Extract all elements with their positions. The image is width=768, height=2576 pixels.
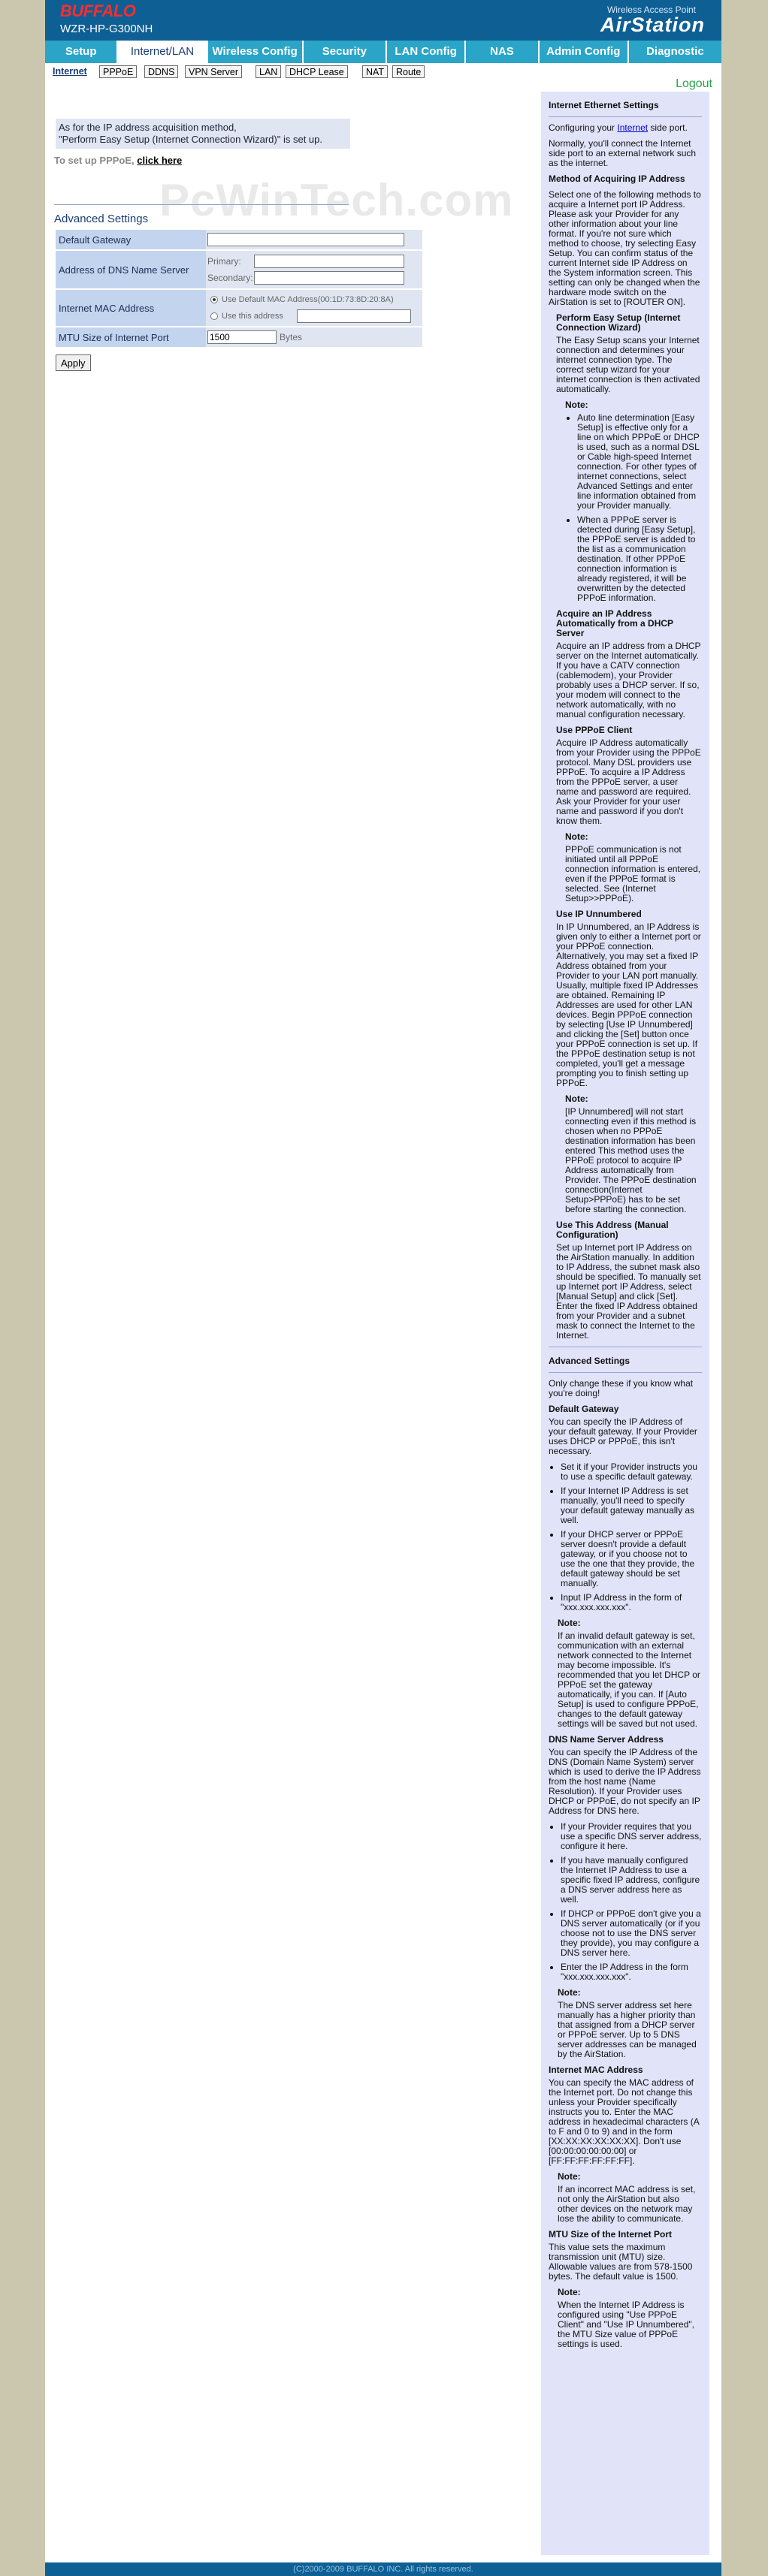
tab-security[interactable]: Security (304, 41, 387, 63)
mtu-line (207, 329, 421, 345)
help-note-label: Note: (565, 831, 588, 842)
mac-custom-input[interactable] (297, 309, 411, 323)
pppoe-setup-prefix: To set up PPPoE, (54, 155, 135, 166)
help-dns-list (549, 1822, 702, 1982)
tab-nas[interactable]: NAS (466, 41, 539, 63)
help-manual-title: Use This Address (Manual Configuration) (556, 1220, 669, 1240)
mtu-cell (206, 327, 422, 347)
mtu-label: MTU Size of Internet Port (56, 327, 206, 347)
help-adv-text: Only change these if you know what you're doing! (549, 1378, 694, 1398)
help-note-label: Note: (565, 400, 588, 410)
help-dns-title: DNS Name Server Address (549, 1734, 664, 1745)
tab-diagnostic[interactable]: Diagnostic (629, 41, 721, 63)
help-method-text: Select one of the following methods to acquire a Internet port IP Address. Please ask your Provider for any other information about your line format. If you're not sure which method to choose, try selecting Easy Setup. You can confirm status of the current Internet side IP Address on the System information screen. This setting can only be changed when the hardware mode switch on the AirStation is set to [ROUTER ON]. (549, 189, 701, 307)
tab-admin-config[interactable]: Admin Config (540, 41, 629, 63)
help-intro-text: Configuring your (549, 122, 618, 133)
row-dns (56, 251, 422, 288)
tab-lan-config[interactable]: LAN Config (387, 41, 466, 63)
help-title: Internet Ethernet Settings (549, 100, 659, 110)
help-gw-list (549, 1462, 702, 1612)
help-dhcp-title: Acquire an IP Address Automatically from a DHCP Server (556, 608, 673, 638)
help-intro-text-end: side port. (648, 122, 688, 133)
dns-secondary-label: Secondary: (207, 273, 253, 283)
brand-subtitle: Wireless Access Point (606, 5, 696, 15)
setup-notice (56, 119, 350, 149)
airstation-logo: AirStation (600, 14, 705, 36)
tab-setup[interactable]: Setup (45, 41, 118, 63)
help-gw-item: • If your DHCP server or PPPoE server doesn't provide a default gateway, or if you choose not to use the one that they provide, the default gateway should be set manually. (561, 1530, 702, 1588)
help-dns-note (558, 1988, 702, 2059)
help-gw-item: • If your Internet IP Address is set manually, you'll need to specify your default gateway manually as well. (561, 1486, 702, 1525)
notice-line-1: As for the IP address acquisition method, (59, 122, 237, 133)
help-unnum-note-text: [IP Unnumbered] will not start connecting even if this method is chosen when no PPPoE destination information has been entered This method uses the PPPoE protocol to acquire IP Address automatically from Provider. The PPPoE destination connection(Internet Setup>PPPoE) has to be set before starting the connection. (565, 1106, 697, 1214)
help-mtu-title: MTU Size of the Internet Port (549, 2229, 673, 2240)
help-normal-text: Normally, you'll connect the Internet side port to an external network such as the internet. (549, 138, 697, 168)
help-dns-item: • If your Provider requires that you use a specific DNS server address, configure it here. (561, 1822, 702, 1851)
help-unnum-text: In IP Unnumbered, an IP Address is given only to either a Internet port or your PPPoE connection. Alternatively, you may set a fixed IP Address obtained from your Provider to your LAN port manually. Usually, multiple fixed IP Addresses are obtained. Remaining IP Addresses are used for other LAN devices. Begin PPPoE connection by selecting [Use IP Unnumbered] and clicking the [Set] button once your PPPoE connection is set up. If the PPPoE destination setup is not completed, you'll get a message prompting you to finish setting up PPPoE. (556, 922, 701, 1088)
help-method-title: Method of Acquiring IP Address (549, 173, 685, 184)
help-easy-note-item: • When a PPPoE server is detected during [Easy Setup], the PPPoE server is added to the list as a communication destination. If other PPPoE connection information is already registered, it will be overwritten by the detected PPPoE information. (577, 515, 702, 603)
help-easy-note (565, 400, 702, 603)
dns-cell (206, 251, 422, 288)
dns-primary-input[interactable] (254, 255, 404, 268)
help-dhcp-text: Acquire an IP address from a DHCP server on the Internet automatically. If you have a CATV connection (cablemodem), your Provider probably uses a DHCP server. If so, your modem will connect to the network automatically, with no manual configuration necessary. (556, 641, 701, 719)
help-gw-note-text: If an invalid default gateway is set, communication with an external network connected to the Internet may become impossible. It's recommended that you let DHCP or PPPoE set the gateway automatically, if you can. If [Auto Setup] is used to configure PPPoE, changes to the default gateway settings will be saved but not used. (558, 1630, 700, 1729)
subtab-nat[interactable]: NAT (362, 65, 388, 78)
help-mtu-text: This value sets the maximum transmission unit (MTU) size. Allowable values are from 578-1500 bytes. The default value is 1500. (549, 2242, 693, 2282)
help-easy-text: The Easy Setup scans your Internet connection and determines your internet connection type. The correct setup wizard for your internet connection is then activated automatically. (556, 335, 700, 394)
pppoe-setup-line (54, 155, 182, 166)
footer-copyright: (C)2000-2009 BUFFALO INC. All rights reserved. (45, 2562, 721, 2576)
help-gw-title: Default Gateway (549, 1404, 619, 1414)
help-panel (541, 92, 709, 2555)
logout-link[interactable]: Logout (676, 77, 712, 90)
help-intro (549, 123, 702, 133)
mac-label: Internet MAC Address (56, 290, 206, 326)
subtab-lan[interactable]: LAN (255, 65, 281, 78)
mac-default-option: Use Default MAC Address(00:1D:73:8D:20:8A) (222, 295, 394, 304)
help-easy-note-item: • Auto line determination [Easy Setup] is effective only for a line on which PPPoE or DHCP is used, such as a normal DSL or Cable high-speed Internet connection. For other types of internet connections, select Advanced Settings and enter line information obtained from your Provider manually. (577, 413, 702, 511)
default-gateway-cell (206, 230, 422, 249)
dns-secondary-input[interactable] (254, 271, 404, 285)
dns-secondary-line (207, 270, 421, 286)
help-mtu-note (558, 2288, 702, 2349)
mtu-input[interactable] (207, 330, 277, 344)
help-divider (549, 1372, 702, 1373)
page-frame (45, 0, 721, 2576)
mac-cell (206, 290, 422, 326)
help-easy-note-list (565, 413, 702, 603)
help-pppoe-text: Acquire IP Address automatically from your Provider using the PPPoE protocol. Many DSL providers use PPPoE. To acquire a IP Address from the PPPoE server, a user name and password are required. Ask your Provider for your user name and password if you don't know them. (556, 738, 701, 826)
help-pppoe-note-text: PPPoE communication is not initiated until all PPPoE connection information is entered, even if the PPPoE format is selected. See (Internet Setup>>PPPoE). (565, 844, 701, 903)
help-divider (549, 116, 702, 117)
help-pppoe-note (565, 832, 702, 903)
buffalo-logo: BUFFALO (60, 2, 136, 20)
tab-wireless-config[interactable]: Wireless Config (208, 41, 304, 63)
help-pppoe-title: Use PPPoE Client (556, 725, 633, 735)
mtu-unit: Bytes (280, 332, 303, 342)
help-gw-note (558, 1618, 702, 1729)
help-gw-text: You can specify the IP Address of your default gateway. If your Provider uses DHCP or PPPoE, this isn't necessary. (549, 1416, 697, 1456)
help-dns-item: • If you have manually configured the Internet IP Address to use a specific fixed IP address, configure a DNS server address here as well. (561, 1856, 702, 1905)
tab-internet-lan[interactable]: Internet/LAN (118, 41, 207, 63)
subtab-dhcp-lease[interactable]: DHCP Lease (286, 65, 348, 78)
help-unnum-note (565, 1094, 702, 1214)
subtab-internet[interactable]: Internet (53, 66, 87, 77)
help-note-label: Note: (565, 1093, 588, 1104)
help-note-label: Note: (558, 1987, 581, 1998)
subtab-route[interactable]: Route (392, 65, 425, 78)
subtab-pppoe[interactable]: PPPoE (99, 65, 137, 78)
click-here-link[interactable]: click here (137, 155, 183, 166)
header (45, 0, 721, 41)
help-internet-link[interactable]: Internet (617, 122, 649, 133)
notice-line-2: "Perform Easy Setup (Internet Connection Wizard)" is set up. (59, 134, 322, 145)
help-dns-note-text: The DNS server address set here manually has a higher priority than that assigned from a DHCP server or PPPoE server. Up to 5 DNS server addresses can be managed by the AirStation. (558, 2000, 697, 2059)
help-mtu-note-text: When the Internet IP Address is configured using "Use PPPoE Client" and "Use IP Unnumbered", the MTU Size value of PPPoE settings is used. (558, 2300, 694, 2349)
help-easy-title: Perform Easy Setup (Internet Connection Wizard) (556, 312, 681, 333)
help-note-label: Note: (558, 2171, 581, 2182)
row-mtu (56, 327, 422, 347)
help-easy-block (556, 313, 702, 1341)
default-gateway-input[interactable] (207, 233, 404, 246)
help-dns-item: • Enter the IP Address in the form "xxx.xxx.xxx.xxx". (561, 1962, 702, 1982)
watermark: PcWinTech.com (159, 175, 514, 225)
help-mac-note-text: If an incorrect MAC address is set, not only the AirStation but also other devices on the network may lose the ability to communicate. (558, 2184, 696, 2224)
help-adv-title: Advanced Settings (549, 1356, 630, 1366)
main-nav (45, 41, 721, 63)
help-gw-item: • Set it if your Provider instructs you to use a specific default gateway. (561, 1462, 702, 1482)
model-name: WZR-HP-G300NH (60, 23, 153, 35)
mac-default-radio[interactable] (210, 296, 218, 303)
help-unnum-title: Use IP Unnumbered (556, 909, 642, 919)
mac-custom-radio[interactable] (210, 312, 218, 320)
help-mac-note (558, 2172, 702, 2224)
apply-button[interactable]: Apply (56, 354, 91, 371)
sub-nav (45, 63, 721, 81)
help-note-label: Note: (558, 2287, 581, 2297)
help-gw-item: • Input IP Address in the form of "xxx.xxx.xxx.xxx". (561, 1593, 702, 1612)
dns-primary-line (207, 253, 421, 270)
help-dns-text: You can specify the IP Address of the DNS (Domain Name System) server which is used to derive the IP Address from the host name (Name Resolution). If your Provider uses DHCP or PPPoE, do not specify an IP Address for DNS here. (549, 1747, 701, 1816)
help-mac-title: Internet MAC Address (549, 2065, 643, 2075)
dns-label: Address of DNS Name Server (56, 251, 206, 288)
help-dns-item: • If DHCP or PPPoE don't give you a DNS server automatically (or if you choose not to use the DNS server they provide), you may configure a DNS server here. (561, 1909, 702, 1958)
advanced-settings-title: Advanced Settings (54, 204, 349, 225)
subtab-vpn-server[interactable]: VPN Server (185, 65, 242, 78)
help-mac-text: You can specify the MAC address of the Internet port. Do not change this unless your Provider specifically instructs you to. Enter the MAC address in hexadecimal characters (A to F and 0 to 9) and in the form [XX:XX:XX:XX:XX:XX]. Don't use [00:00:00:00:00:00] or [FF:FF:FF:FF:FF:FF]. (549, 2077, 700, 2166)
mac-custom-line (207, 308, 421, 324)
default-gateway-label: Default Gateway (56, 230, 206, 249)
mac-custom-option: Use this address (222, 312, 283, 321)
help-note-label: Note: (558, 1618, 581, 1628)
mac-default-line (207, 291, 421, 308)
subtab-ddns[interactable]: DDNS (144, 65, 178, 78)
help-manual-text: Set up Internet port IP Address on the AirStation manually. In addition to IP Address, the subnet mask also should be specified. To manually set up Internet port IP Address, select [Manual Setup] and click [Set]. Enter the fixed IP Address obtained from your Provider and a subnet mask to connect the Internet to the Internet. (556, 1242, 701, 1341)
row-default-gateway (56, 230, 422, 249)
advanced-settings-table (56, 228, 422, 348)
row-mac (56, 290, 422, 326)
dns-primary-label: Primary: (207, 256, 241, 267)
